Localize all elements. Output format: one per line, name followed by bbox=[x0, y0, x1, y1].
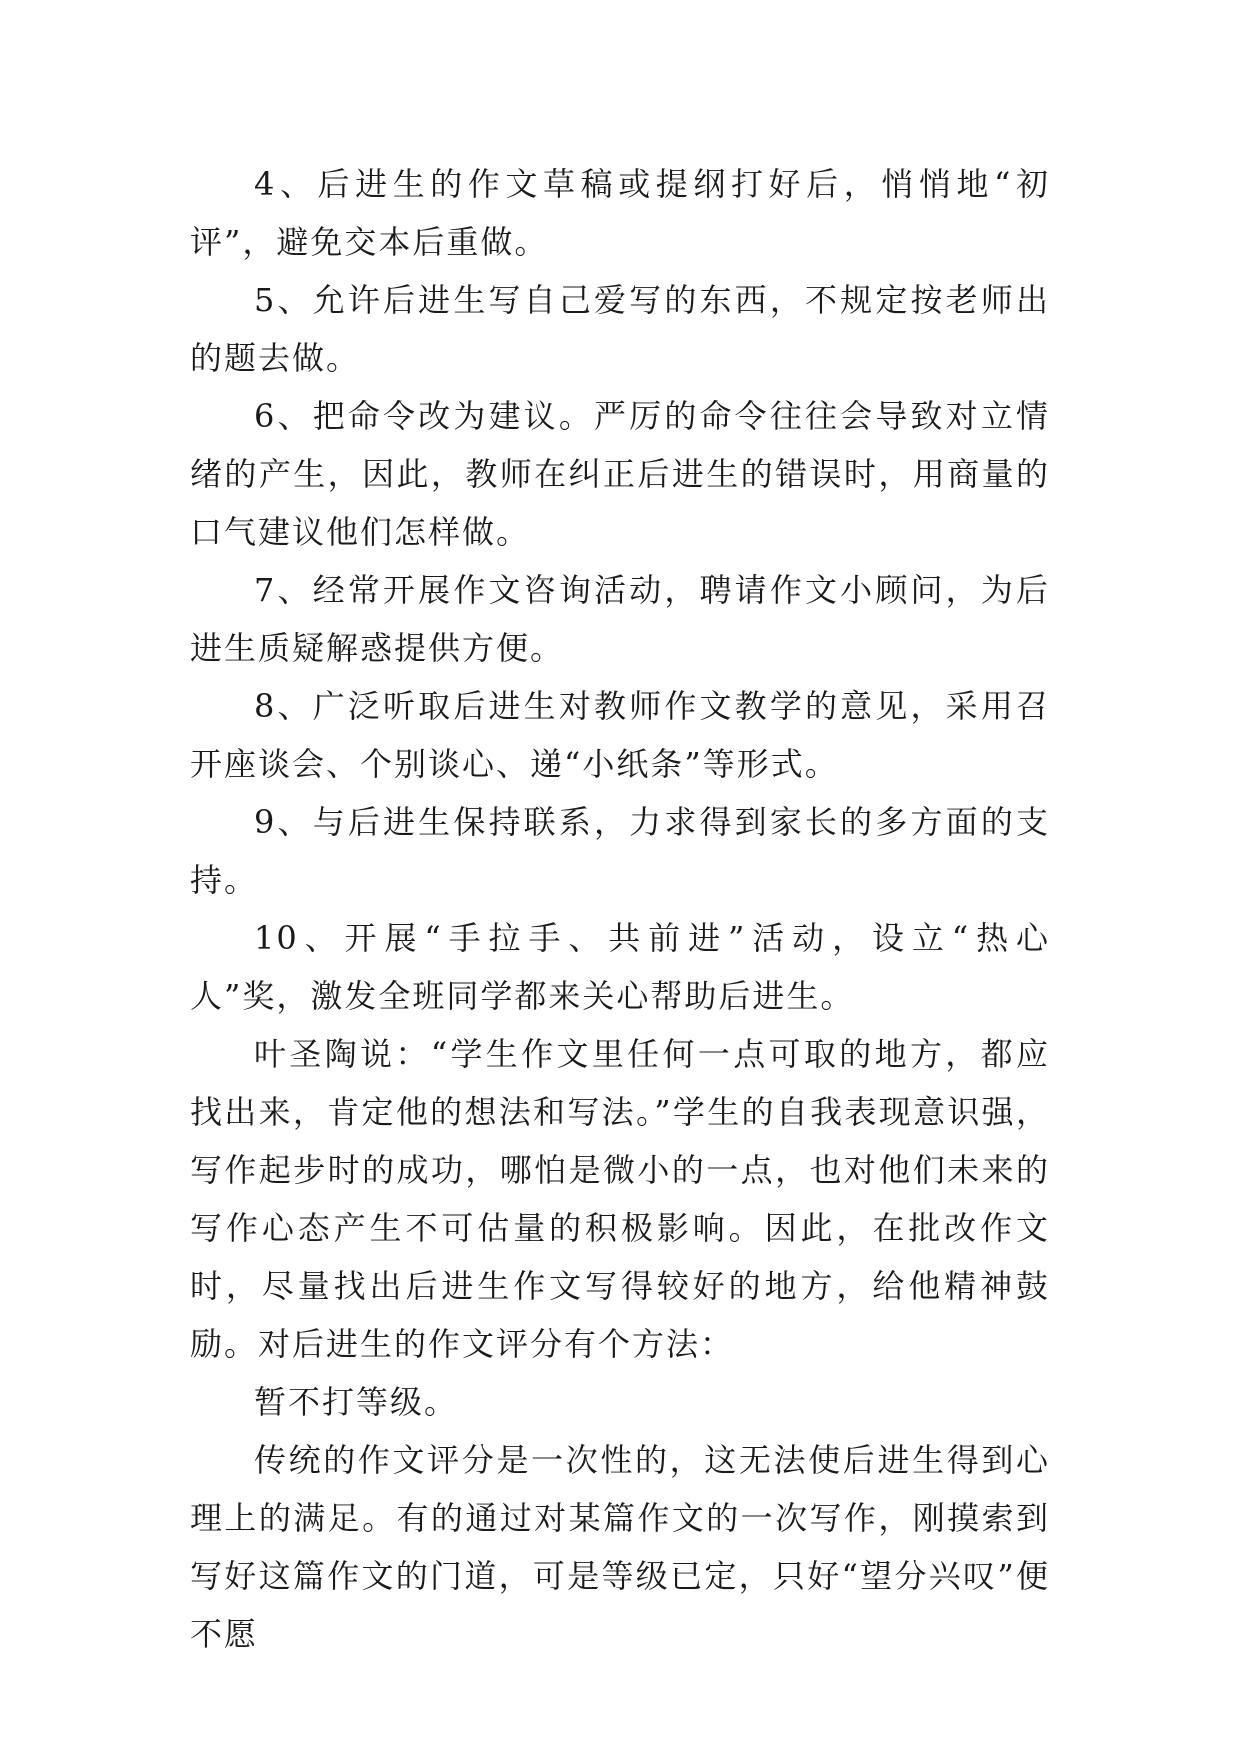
paragraph-item-9: 9、与后进生保持联系，力求得到家长的多方面的支持。 bbox=[190, 803, 1050, 899]
paragraph-item-5: 5、允许后进生写自己爱写的东西，不规定按老师出的题去做。 bbox=[190, 281, 1050, 377]
paragraph-quote-ye-shengtao: 叶圣陶说：“学生作文里任何一点可取的地方，都应找出来，肯定他的想法和写法。”学生的自我表现意识强，写作起步时的成功，哪怕是微小的一点，也对他们未来的写作心态产生不可估量的积极影响。因此，在批改作文时，尽量找出后进生作文写得较好的地方，给他精神鼓励。对后进生的作文评分有个方法： bbox=[190, 1035, 1050, 1363]
paragraph-item-4: 4、后进生的作文草稿或提纲打好后，悄悄地“初评”，避免交本后重做。 bbox=[190, 165, 1050, 261]
paragraph-traditional-grading: 传统的作文评分是一次性的，这无法使后进生得到心理上的满足。有的通过对某篇作文的一次写作，刚摸索到写好这篇作文的门道，可是等级已定，只好“望分兴叹”便不愿 bbox=[190, 1441, 1050, 1653]
paragraph-item-6: 6、把命令改为建议。严厉的命令往往会导致对立情绪的产生，因此，教师在纠正后进生的错误时，用商量的口气建议他们怎样做。 bbox=[190, 397, 1050, 551]
paragraph-item-10: 10、开展“手拉手、共前进”活动，设立“热心人”奖，激发全班同学都来关心帮助后进生。 bbox=[190, 919, 1050, 1015]
paragraph-item-8: 8、广泛听取后进生对教师作文教学的意见，采用召开座谈会、个别谈心、递“小纸条”等形式。 bbox=[190, 687, 1050, 783]
paragraph-item-7: 7、经常开展作文咨询活动，聘请作文小顾问，为后进生质疑解惑提供方便。 bbox=[190, 571, 1050, 667]
paragraph-method-heading: 暂不打等级。 bbox=[254, 1383, 459, 1421]
document-body bbox=[190, 155, 1050, 1663]
